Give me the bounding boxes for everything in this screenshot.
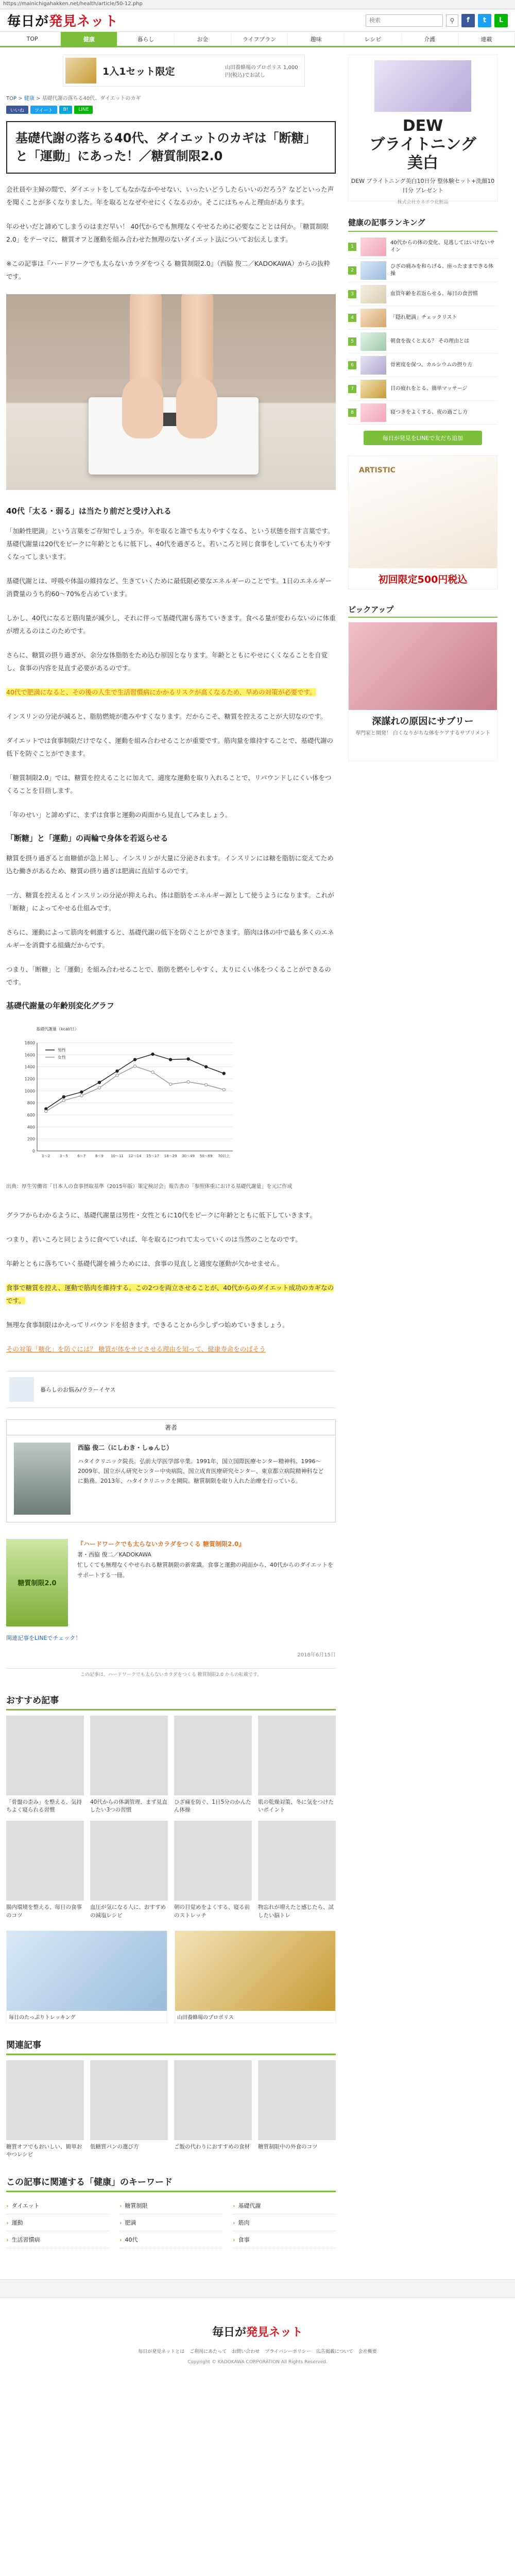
rank-number: 4 bbox=[348, 314, 356, 322]
legend-label: 女性 bbox=[58, 1055, 66, 1060]
data-point bbox=[98, 1081, 100, 1083]
chart-source-note: 出典：厚生労働省「日本人の食事摂取基準（2015年版）策定検討会」報告書の「参照体重における基礎代謝量」を元に作成 bbox=[6, 1183, 293, 1190]
dew-sub: DEW ブライトニング美白10日分 整体験セット+洗顔10日分 プレゼント bbox=[351, 178, 495, 194]
author-profile bbox=[6, 1419, 336, 1522]
dew-note: 株式会社カネボウ化粧品 bbox=[397, 200, 449, 206]
breadcrumb-current: 基礎代謝の落ちる40代、ダイエットのカギ bbox=[42, 96, 141, 101]
browser-url-bar bbox=[0, 0, 515, 9]
foot-shape bbox=[122, 377, 163, 438]
ranking-item[interactable] bbox=[348, 330, 497, 353]
article-main bbox=[6, 47, 336, 2264]
x-tick-label: 6〜7 bbox=[77, 1154, 86, 1158]
card-caption: ひざ痛を防ぐ、1日5分のかんたん体操 bbox=[174, 1799, 251, 1814]
related-grid bbox=[6, 2060, 336, 2160]
author-name: 西脇 俊二（にしわき・しゅんじ） bbox=[78, 1444, 173, 1451]
data-point bbox=[205, 1083, 208, 1086]
pickup-title: 深謀れの原因にサブリー bbox=[372, 716, 474, 727]
data-point bbox=[116, 1070, 118, 1072]
card-thumbnail bbox=[258, 2060, 336, 2140]
card-thumbnail bbox=[90, 1716, 168, 1795]
footer-nav bbox=[0, 2348, 515, 2354]
site-footer bbox=[0, 2313, 515, 2365]
book-info bbox=[6, 1539, 336, 1626]
card-item[interactable] bbox=[6, 2060, 84, 2160]
nav-item-0[interactable]: TOP bbox=[4, 32, 61, 46]
ad-card-text: 毎日のたっぷりトレッキング bbox=[9, 2014, 76, 2021]
nav-item-8[interactable]: 連載 bbox=[458, 32, 515, 46]
share-buttons bbox=[6, 106, 336, 114]
card-caption: 物忘れが増えたと感じたら、試したい脳トレ bbox=[258, 1904, 334, 1919]
body-paragraph: 「糖質制限2.0」では、糖質を控えることに加えて、適度な運動を取り入れることで、リバウンドしにくい体をつくることを目指します。 bbox=[6, 773, 332, 794]
card-thumbnail bbox=[174, 1716, 252, 1795]
body-paragraph: 「加齢性肥満」という言葉をご存知でしょうか。年を取ると誰でも太りやすくなる、という状態を指す言葉です。基礎代謝量は20代をピークに年齢とともに低下し、40代を過ぎると、若いころと同じ食事をしていても太りやすくなってしまいます。 bbox=[6, 527, 334, 561]
magnifier-icon[interactable]: ⚲ bbox=[446, 14, 458, 27]
ad-title: 1入1セット限定 bbox=[102, 65, 175, 77]
dew-line1: ブライトニング bbox=[369, 135, 476, 154]
rank-number: 7 bbox=[348, 385, 356, 393]
nav-item-6[interactable]: レシピ bbox=[345, 32, 401, 46]
subheading: 40代「太る・弱る」は当たり前だと受け入れる bbox=[6, 506, 171, 516]
search-area bbox=[366, 14, 508, 27]
card-caption: 朝の目覚めをよくする、寝る前のストレッチ bbox=[174, 1904, 250, 1919]
highlight-text: 40代で肥満になると、その後の人生で生活習慣病にかかるリスクが高くなるため、早めの対策が必要です。 bbox=[6, 688, 316, 696]
dew-line2: 美白 bbox=[407, 154, 438, 172]
book-desc: 忙しくても無理なくやせられる糖質制限の新常識。食事と運動の両面から、40代からのダイエットをサポートする一冊。 bbox=[77, 1561, 334, 1579]
x-tick-label: 18〜29 bbox=[164, 1154, 177, 1158]
breadcrumb-sep: > bbox=[16, 96, 24, 101]
x-tick-label: 15〜17 bbox=[146, 1154, 159, 1158]
footer-link[interactable]: 会社概要 bbox=[358, 2349, 377, 2355]
ranking-item[interactable] bbox=[348, 282, 497, 306]
nav-item-4[interactable]: ライフプラン bbox=[231, 32, 288, 46]
keyword-link[interactable]: › 肥満 bbox=[119, 2214, 222, 2231]
y-tick-label: 1800 bbox=[24, 1040, 35, 1045]
rank-title: 骨密度を保つ、カルシウムの摂り方 bbox=[390, 362, 473, 368]
body-paragraph: つまり、「断糖」と「運動」を組み合わせることで、脂肪を燃やしやすく、太りにくい体をつくることができるのです。 bbox=[6, 965, 331, 986]
ad-card[interactable] bbox=[6, 1930, 167, 2023]
data-point bbox=[151, 1071, 154, 1073]
card-thumbnail bbox=[174, 1821, 252, 1901]
rank-title: 目の疲れをとる、簡単マッサージ bbox=[390, 385, 468, 392]
data-point bbox=[169, 1058, 171, 1061]
nav-item-1[interactable]: 健康 bbox=[61, 32, 117, 46]
logo-text: 毎日が bbox=[7, 14, 49, 29]
body-paragraph: 一方、糖質を控えるとインスリンの分泌が抑えられ、体は脂肪をエネルギー源として使うようになります。これが「断糖」によってやせる仕組みです。 bbox=[6, 891, 334, 912]
rank-thumbnail bbox=[360, 309, 386, 327]
book-author: 著・西脇 俊二／KADOKAWA bbox=[77, 1551, 151, 1558]
data-point bbox=[187, 1080, 190, 1083]
footer-link[interactable]: 毎日が発見ネットとは bbox=[138, 2349, 185, 2355]
ranking-item[interactable] bbox=[348, 306, 497, 330]
card-caption: 腸内環境を整える、毎日の食事のコツ bbox=[6, 1904, 82, 1919]
data-point bbox=[98, 1086, 100, 1089]
side-ad-artistic[interactable] bbox=[348, 455, 497, 589]
highlight-paragraph bbox=[6, 1281, 336, 1307]
card-thumbnail bbox=[6, 1821, 84, 1901]
rank-number: 8 bbox=[348, 409, 356, 417]
data-point bbox=[45, 1110, 47, 1112]
data-point bbox=[205, 1065, 208, 1068]
card-thumbnail bbox=[6, 2060, 84, 2140]
ad-card-text: 山田養蜂場のプロポリス bbox=[177, 2014, 234, 2021]
card-item[interactable] bbox=[258, 1716, 336, 1815]
data-point bbox=[222, 1088, 225, 1091]
intro-paragraph: 会社員や主婦の間で、ダイエットをしてもなかなかやせない、いったいどうしたらいいのだろう？などといった声を聞くことが多くなりました。年を取るとなぜやせにくくなるのか。そこにはちゃんと理由があります。 bbox=[6, 185, 334, 206]
artistic-brand: ARTISTIC bbox=[359, 466, 396, 474]
x-tick-label: 50〜69 bbox=[199, 1154, 213, 1158]
body-paragraph: さらに、運動によって筋肉を刺激すると、基礎代謝の低下を防ぐことができます。筋肉は体の中で最も多くのエネルギーを消費する組織だからです。 bbox=[6, 928, 334, 949]
line-follow-link[interactable]: 関連記事をLINEでチェック！ bbox=[6, 1634, 81, 1641]
footer-link[interactable]: プライバシーポリシー bbox=[265, 2349, 311, 2355]
y-tick-label: 400 bbox=[27, 1124, 35, 1129]
footer-link[interactable]: 広告掲載について bbox=[316, 2349, 353, 2355]
twitter-icon[interactable]: t bbox=[478, 14, 491, 27]
keyword-link[interactable]: › 40代 bbox=[119, 2231, 222, 2248]
breadcrumb-sep: > bbox=[34, 96, 42, 101]
body-paragraph: しかし、40代になると筋肉量が減少し、それに伴って基礎代謝も落ちていきます。食べる量が変わらないのに体重が増えるのはこのためです。 bbox=[6, 614, 336, 635]
body-paragraph: さらに、糖質の摂り過ぎが、余分な体脂肪をため込む原因となります。年齢とともにやせにくくなることを自覚し、食事の内容を見直す必要があるのです。 bbox=[6, 651, 328, 672]
card-caption: 糖質制限中の外食のコツ bbox=[258, 2143, 318, 2150]
rank-thumbnail bbox=[360, 403, 386, 422]
card-caption: 「骨盤の歪み」を整える、気持ちよく寝られる習慣 bbox=[6, 1799, 82, 1814]
card-item[interactable] bbox=[6, 1821, 84, 1920]
card-caption: 血圧が気になる人に、おすすめの減塩レシピ bbox=[90, 1904, 166, 1919]
card-thumbnail bbox=[174, 2060, 252, 2140]
ad-row bbox=[6, 1930, 336, 2023]
y-tick-label: 1600 bbox=[24, 1052, 35, 1057]
data-point bbox=[116, 1074, 118, 1076]
share-facebook-button[interactable]: いいね bbox=[6, 106, 28, 114]
chart-heading: 基礎代謝量の年齢別変化グラフ bbox=[6, 1001, 115, 1010]
book-title[interactable]: 『ハードワークでも太らないカラダをつくる 糖質制限2.0』 bbox=[77, 1540, 245, 1548]
data-point bbox=[133, 1058, 136, 1061]
data-point bbox=[62, 1099, 65, 1101]
author-bio: ハタイクリニック院長。弘前大学医学部卒業。1991年、国立国際医療センター精神科。1996〜2009年、国立がん研究センター中央病院、国立成育医療研究センター、東京都立病院精神科などに勤務。2013年、ハタイクリニックを開院。糖質制限を取り入れた治療を行っている。 bbox=[78, 1458, 324, 1485]
legend-label: 男性 bbox=[58, 1047, 66, 1053]
card-item[interactable] bbox=[174, 1821, 252, 1920]
related-ad-label: 暮らしのお悩み/ウラーイヤス bbox=[40, 1386, 116, 1393]
card-thumbnail bbox=[6, 1716, 84, 1795]
publish-date: 2018年6月15日 bbox=[297, 1652, 336, 1658]
keywords-heading: この記事に関連する「健康」のキーワード bbox=[6, 2175, 336, 2192]
artistic-price: 初回限定500円税込 bbox=[349, 568, 497, 589]
related-article-link[interactable]: その対策「糖化」を防ぐには？ 糖質が体をサビさせる理由を知って、健康寿命をのばそう bbox=[6, 1345, 266, 1353]
rank-title: ひざの痛みを和らげる、座ったままできる体操 bbox=[390, 263, 493, 277]
ranking-list bbox=[348, 235, 497, 425]
subheading: 「断糖」と「運動」の両輪で身体を若返らせる bbox=[6, 833, 168, 843]
rank-thumbnail bbox=[360, 285, 386, 303]
source-line: この記事は、ハードワークでも太らないカラダをつくる 糖質制限2.0 からの転載です。 bbox=[6, 1668, 336, 1677]
nav-item-7[interactable]: 介護 bbox=[402, 32, 458, 46]
y-axis-label: 基礎代謝量（kcal/日） bbox=[36, 1026, 79, 1031]
author-portrait bbox=[14, 1443, 71, 1515]
y-tick-label: 1400 bbox=[24, 1064, 35, 1070]
rank-number: 2 bbox=[348, 266, 356, 275]
ad-thumbnail bbox=[9, 1377, 34, 1402]
keyword-link[interactable]: › 筋肉 bbox=[233, 2214, 336, 2231]
related-ad-row[interactable] bbox=[6, 1371, 336, 1408]
rank-thumbnail bbox=[360, 261, 386, 280]
nav-item-5[interactable]: 趣味 bbox=[288, 32, 345, 46]
body-paragraph: 基礎代謝とは、呼吸や体温の維持など、生きていくために最低限必要なエネルギーのことです。1日のエネルギー消費量のうち約60〜70%を占めています。 bbox=[6, 577, 332, 598]
rank-title: 寝つきをよくする、夜の過ごし方 bbox=[390, 409, 468, 415]
card-caption: 40代からの体調管理、まず見直したい3つの習慣 bbox=[90, 1799, 167, 1814]
recommend-grid bbox=[6, 1716, 336, 1920]
article-title: 基礎代謝の落ちる40代、ダイエットのカギは「断糖」と「運動」にあった！／糖質制限2.0 bbox=[6, 121, 336, 174]
keyword-list bbox=[6, 2197, 336, 2248]
share-twitter-button[interactable]: ツイート bbox=[30, 106, 57, 114]
data-point bbox=[80, 1094, 83, 1097]
data-point bbox=[222, 1072, 225, 1074]
y-tick-label: 0 bbox=[32, 1148, 35, 1154]
ad-text: 山田養蜂場のプロポリス 1,000円(税込)でお試し bbox=[225, 65, 298, 78]
ad-card[interactable] bbox=[175, 1930, 336, 2023]
intro-paragraph: 年のせいだと諦めてしまうのはまだ早い！ 40代からでも無理なくやせるために必要なこととは何か。「糖質制限2.0」をテーマに、糖質オフと運動を組み合わせた無理のないダイエット法についてお伝えします。 bbox=[6, 222, 329, 243]
x-tick-label: 30〜49 bbox=[182, 1154, 195, 1158]
card-item[interactable] bbox=[174, 1716, 252, 1815]
x-tick-label: 3〜5 bbox=[59, 1154, 68, 1158]
body-paragraph: 糖質を摂り過ぎると血糖値が急上昇し、インスリンが大量に分泌されます。インスリンには糖を脂肪に変えてため込む働きがあるため、糖質の摂り過ぎは肥満に直結するのです。 bbox=[6, 854, 334, 875]
card-item[interactable] bbox=[90, 2060, 168, 2160]
hero-image-scale bbox=[6, 294, 336, 490]
card-item[interactable] bbox=[90, 1716, 168, 1815]
book-cover[interactable]: 糖質制限2.0 bbox=[6, 1539, 68, 1626]
card-item[interactable] bbox=[90, 1821, 168, 1920]
keyword-link[interactable]: › 食事 bbox=[233, 2231, 336, 2248]
card-caption: ご飯の代わりにおすすめの食材 bbox=[174, 2143, 250, 2150]
rank-title: 「隠れ肥満」チェックリスト bbox=[390, 314, 457, 320]
rank-number: 5 bbox=[348, 337, 356, 346]
x-tick-label: 70以上 bbox=[218, 1154, 230, 1158]
related-heading: 関連記事 bbox=[6, 2038, 336, 2055]
top-ad-banner[interactable] bbox=[63, 55, 305, 87]
footer-link[interactable]: お問い合わせ bbox=[232, 2349, 260, 2355]
x-tick-label: 12〜14 bbox=[128, 1154, 142, 1158]
breadcrumb-home[interactable]: TOP bbox=[6, 96, 17, 101]
keyword-link[interactable]: › 生活習慣病 bbox=[6, 2231, 109, 2248]
rank-thumbnail bbox=[360, 380, 386, 398]
ranking-item[interactable] bbox=[348, 377, 497, 401]
pickup-sub: 専門家と開発！ 白くなりがちな体をケアするサプリメント bbox=[355, 731, 491, 736]
bmr-line-chart bbox=[6, 1022, 243, 1177]
y-tick-label: 200 bbox=[27, 1137, 35, 1142]
y-tick-label: 1200 bbox=[24, 1076, 35, 1081]
rank-thumbnail bbox=[360, 356, 386, 375]
site-header bbox=[0, 9, 515, 32]
site-logo[interactable] bbox=[7, 11, 118, 30]
x-tick-label: 1〜2 bbox=[42, 1154, 50, 1158]
card-thumbnail bbox=[90, 1821, 168, 1901]
pickup-image bbox=[349, 622, 497, 710]
highlight-text: 食事で糖質を控え、運動で筋肉を維持する。この2つを両立させることが、40代からのダイエット成功のカギなのです。 bbox=[6, 1283, 334, 1304]
rank-number: 3 bbox=[348, 290, 356, 298]
body-paragraph: ダイエットでは食事制限だけでなく、運動を組み合わせることが重要です。筋肉量を維持することで、基礎代謝の低下を防ぐことができます。 bbox=[6, 736, 334, 757]
card-thumbnail bbox=[258, 1821, 336, 1901]
nav-item-3[interactable]: お金 bbox=[175, 32, 231, 46]
url-text: https://mainichigahakken.net/health/article/50-12.php bbox=[3, 1, 143, 7]
side-ad-dew[interactable] bbox=[348, 55, 497, 206]
series-line-1 bbox=[46, 1066, 224, 1111]
x-tick-label: 8〜9 bbox=[95, 1154, 104, 1158]
dew-product-image bbox=[374, 60, 471, 112]
recommend-heading: おすすめ記事 bbox=[6, 1693, 336, 1710]
card-caption: 糖質オフでもおいしい、簡単おやつレシピ bbox=[6, 2143, 82, 2158]
card-caption: 肌の乾燥対策、冬に気をつけたいポイント bbox=[258, 1799, 334, 1814]
keyword-link[interactable]: › 運動 bbox=[6, 2214, 109, 2231]
keyword-link[interactable]: › 基礎代謝 bbox=[233, 2197, 336, 2214]
share-hatena-button[interactable]: B! bbox=[59, 106, 73, 114]
rank-number: 1 bbox=[348, 243, 356, 251]
data-point bbox=[169, 1082, 171, 1085]
keyword-link[interactable]: › 糖質制限 bbox=[119, 2197, 222, 2214]
profile-heading: 著者 bbox=[7, 1420, 335, 1435]
card-caption: 低糖質パンの選び方 bbox=[90, 2143, 139, 2150]
ranking-item[interactable] bbox=[348, 401, 497, 425]
copyright: Copyright © KADOKAWA CORPORATION All Rights Reserved. bbox=[187, 2360, 328, 2365]
foot-shape bbox=[176, 377, 217, 438]
rank-thumbnail bbox=[360, 238, 386, 256]
y-tick-label: 600 bbox=[27, 1112, 35, 1117]
pickup-heading: ピックアップ bbox=[348, 604, 497, 618]
card-item[interactable] bbox=[174, 2060, 252, 2160]
sidebar bbox=[348, 47, 497, 2264]
ranking-heading: 健康の記事ランキング bbox=[348, 214, 497, 232]
search-input[interactable] bbox=[366, 14, 443, 27]
footer-link[interactable]: ご利用にあたって bbox=[190, 2349, 227, 2355]
data-point bbox=[62, 1095, 65, 1098]
body-paragraph: 無理な食事制限はかえってリバウンドを招きます。できることから少しずつ始めていきましょう。 bbox=[6, 1320, 289, 1329]
dew-brand: DEW bbox=[402, 117, 443, 135]
footer-logo[interactable]: 毎日が発見ネット bbox=[212, 2326, 303, 2340]
rank-number: 6 bbox=[348, 361, 356, 369]
ranking-item[interactable] bbox=[348, 259, 497, 282]
ad-image bbox=[65, 58, 96, 83]
intro-paragraph: ※この記事は『ハードワークでも太らないカラダをつくる 糖質制限2.0』（西脇 俊二／KADOKAWA）からの抜粋です。 bbox=[6, 259, 330, 280]
line-icon[interactable]: L bbox=[494, 14, 508, 27]
card-item[interactable] bbox=[6, 1716, 84, 1815]
data-point bbox=[133, 1064, 136, 1067]
ranking-item[interactable] bbox=[348, 353, 497, 377]
breadcrumb-category[interactable]: 健康 bbox=[24, 96, 35, 101]
body-paragraph: つまり、若いころと同じように食べていれば、年を取るにつれて太っていくのは当然のことなのです。 bbox=[6, 1235, 302, 1243]
bathroom-scale bbox=[89, 397, 259, 474]
card-item[interactable] bbox=[258, 1821, 336, 1920]
body-paragraph: 年齢とともに落ちていく基礎代謝を補うためには、食事の見直しと適度な運動が欠かせません。 bbox=[6, 1259, 284, 1267]
body-paragraph: グラフからわかるように、基礎代謝量は男性・女性ともに10代をピークに年齢とともに低下していきます。 bbox=[6, 1211, 316, 1219]
global-nav bbox=[0, 32, 515, 47]
data-point bbox=[187, 1057, 190, 1060]
card-thumbnail bbox=[90, 2060, 168, 2140]
facebook-icon[interactable]: f bbox=[461, 14, 475, 27]
breadcrumb bbox=[6, 94, 336, 101]
footer-band bbox=[0, 2279, 515, 2298]
rank-title: 朝食を抜くと太る？ その理由とは bbox=[390, 338, 470, 344]
body-paragraph: 「年のせい」と諦めずに、まずは食事と運動の両面から見直してみましょう。 bbox=[6, 810, 232, 819]
logo-accent: 発見ネット bbox=[49, 14, 119, 29]
rank-thumbnail bbox=[360, 332, 386, 351]
share-line-button[interactable]: LINE bbox=[74, 106, 93, 114]
y-tick-label: 1000 bbox=[24, 1088, 35, 1093]
keyword-link[interactable]: › ダイエット bbox=[6, 2197, 109, 2214]
nav-item-2[interactable]: 暮らし bbox=[117, 32, 174, 46]
series-line-0 bbox=[46, 1054, 224, 1109]
pickup-card[interactable] bbox=[348, 622, 497, 761]
highlight-paragraph bbox=[6, 686, 336, 699]
x-tick-label: 10〜11 bbox=[111, 1154, 124, 1158]
data-point bbox=[80, 1091, 83, 1093]
card-thumbnail bbox=[258, 1716, 336, 1795]
ranking-item[interactable] bbox=[348, 235, 497, 259]
y-tick-label: 800 bbox=[27, 1100, 35, 1106]
rank-title: 40代からの体の変化、見逃してはいけないサイン bbox=[390, 240, 495, 253]
body-paragraph: インスリンの分泌が減ると、脂肪燃焼が進みやすくなります。だからこそ、糖質を控えることが大切なのです。 bbox=[6, 712, 327, 720]
rank-title: 血管年齢を若返らせる、毎日の食習慣 bbox=[390, 291, 478, 297]
card-item[interactable] bbox=[258, 2060, 336, 2160]
data-point bbox=[151, 1053, 154, 1055]
line-add-friend-button[interactable]: 毎日が発見をLINEで友だち追加 bbox=[364, 431, 482, 445]
